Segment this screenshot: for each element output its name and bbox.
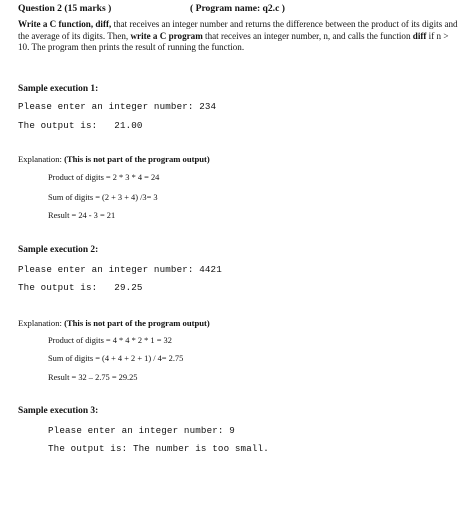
desc-text-1: that receives an integer number and returns the difference between the product of its digits and the average of its digits. Then, [18,19,458,41]
desc-diff-label: diff [412,30,427,41]
sample1-prompt: Please enter an integer number: 234 [18,101,217,112]
sample3-prompt: Please enter an integer number: 9 [48,425,235,436]
sample2-output: The output is: 29.25 [18,282,143,293]
program-name: ( Program name: q2.c ) [190,3,285,14]
explanation-note: (This is not part of the program output) [64,318,210,328]
sample2-result-line: Result = 32 – 2.75 = 29.25 [48,373,138,382]
explanation-note: (This is not part of the program output) [64,154,210,164]
sample1-title: Sample execution 1: [18,84,99,94]
sample2-sum-line: Sum of digits = (4 + 4 + 2 + 1) / 4= 2.75 [48,354,184,363]
explanation-label: Explanation: [18,318,65,328]
desc-function-label: Write a C function, diff, [18,19,112,29]
sample1-explanation [18,154,210,164]
sample1-product-line: Product of digits = 2 * 3 * 4 = 24 [48,173,160,182]
sample1-output: The output is: 21.00 [18,120,143,131]
sample2-prompt: Please enter an integer number: 4421 [18,264,222,275]
explanation-label: Explanation: [18,154,65,164]
question-title: Question 2 (15 marks ) [18,3,112,14]
sample1-result-line: Result = 24 - 3 = 21 [48,211,116,220]
desc-text-2: that receives an integer number, n, and calls the function [202,30,413,41]
sample2-title: Sample execution 2: [18,245,99,255]
sample2-explanation [18,318,210,328]
question-description [18,19,462,54]
sample3-title: Sample execution 3: [18,406,99,416]
sample2-product-line: Product of digits = 4 * 4 * 2 * 1 = 32 [48,336,172,345]
desc-program-label: write a C program [130,30,203,41]
desc-text-3: if n > 10. The program then prints the result of running the function. [18,30,449,53]
sample3-output: The output is: The number is too small. [48,443,269,454]
sample1-sum-line: Sum of digits = (2 + 3 + 4) /3= 3 [48,193,158,202]
